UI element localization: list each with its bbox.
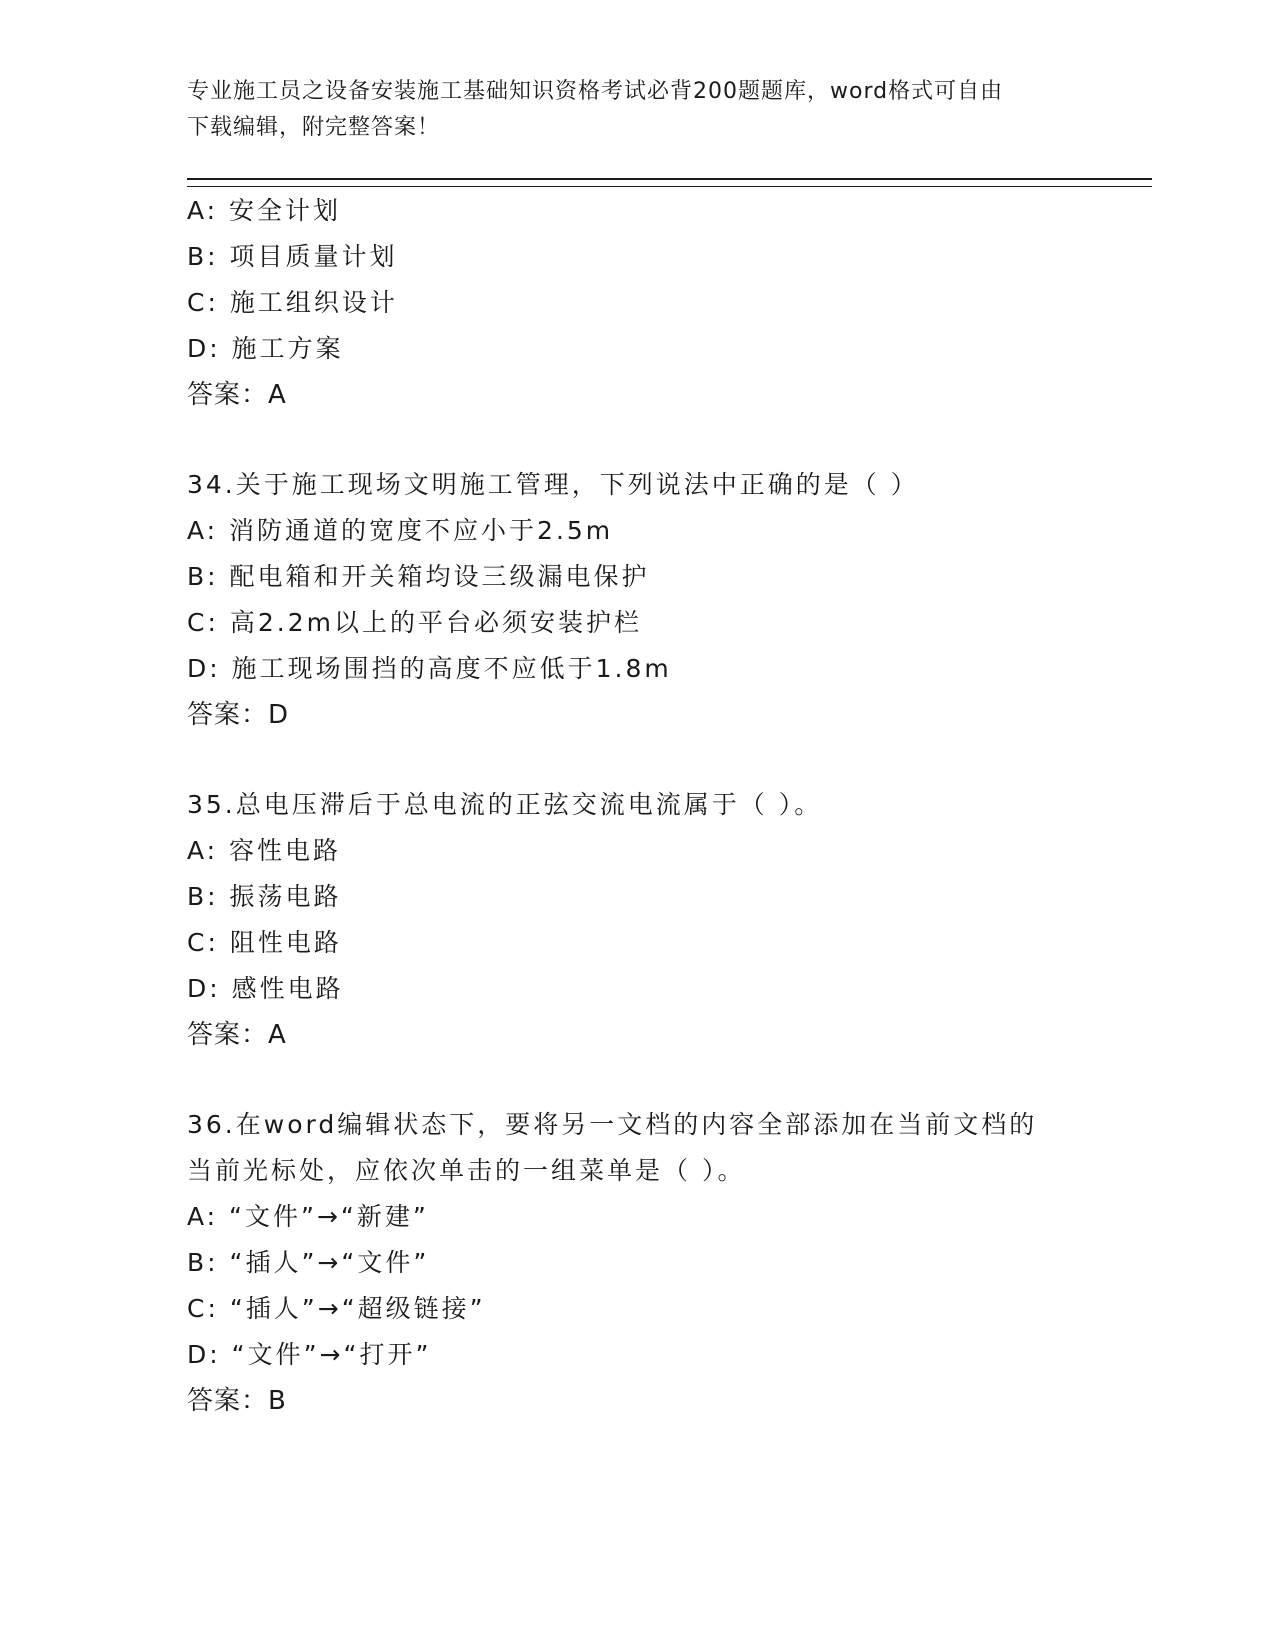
question-list [187, 188, 1087, 1424]
option-c: C: “插人”→“超级链接” [187, 1294, 486, 1323]
option-a: A: 消防通道的宽度不应小于2.5m [187, 516, 614, 545]
option-b: B: 项目质量计划 [187, 242, 398, 271]
question-block-36 [187, 1102, 1087, 1424]
header-divider [187, 178, 1152, 187]
option-a: A: 安全计划 [187, 196, 342, 225]
question-stem-line-1: 36.在word编辑状态下，要将另一文档的内容全部添加在当前文档的 [187, 1110, 1038, 1139]
header-line-1: 专业施工员之设备安装施工基础知识资格考试必背200题题库，word格式可自由 [187, 79, 1004, 104]
option-c: C: 高2.2m以上的平台必须安装护栏 [187, 608, 642, 637]
option-b: B: 配电箱和开关箱均设三级漏电保护 [187, 562, 650, 591]
answer-line: 答案：B [187, 1386, 287, 1416]
question-block-34 [187, 462, 1087, 738]
option-d: D: “文件”→“打开” [187, 1340, 432, 1369]
option-c: C: 阻性电路 [187, 928, 342, 957]
answer-line: 答案：D [187, 700, 290, 730]
option-a: A: 容性电路 [187, 836, 342, 865]
answer-line: 答案：A [187, 380, 287, 410]
option-b: B: 振荡电路 [187, 882, 342, 911]
answer-line: 答案：A [187, 1020, 287, 1050]
header-line-2: 下载编辑，附完整答案！ [187, 115, 441, 140]
option-b: B: “插人”→“文件” [187, 1248, 430, 1277]
question-stem: 35.总电压滞后于总电流的正弦交流电流属于（ ）。 [187, 790, 823, 819]
option-a: A: “文件”→“新建” [187, 1202, 429, 1231]
option-c: C: 施工组织设计 [187, 288, 398, 317]
document-header [187, 74, 1067, 146]
question-stem: 34.关于施工现场文明施工管理，下列说法中正确的是（ ） [187, 470, 919, 499]
option-d: D: 感性电路 [187, 974, 344, 1003]
question-block-35 [187, 782, 1087, 1058]
option-d: D: 施工现场围挡的高度不应低于1.8m [187, 654, 672, 683]
option-d: D: 施工方案 [187, 334, 344, 363]
question-stem-line-2: 当前光标处，应依次单击的一组菜单是（ ）。 [187, 1156, 746, 1185]
question-block-33 [187, 188, 1087, 418]
